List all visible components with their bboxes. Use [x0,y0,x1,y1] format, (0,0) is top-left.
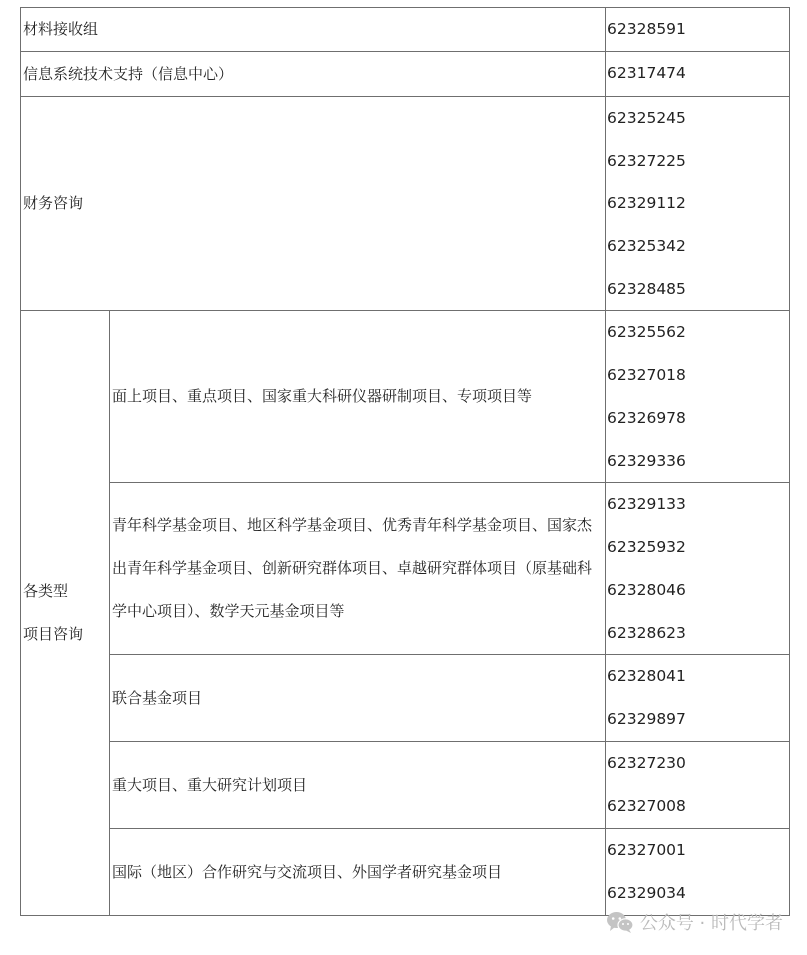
table-row-finance [21,97,790,311]
table-row-project-joint [21,655,790,742]
it-support-label: 信息系统技术支持（信息中心） [21,52,606,97]
it-support-phones [606,52,790,97]
project-type-label: 国际（地区）合作研究与交流项目、外国学者研究基金项目 [110,829,606,916]
project-type-label: 联合基金项目 [110,655,606,742]
phone-number: 62327008 [607,797,686,816]
finance-phones [606,97,790,311]
phone-number: 62329336 [607,451,686,470]
finance-label: 财务咨询 [21,97,606,311]
watermark-text: 公众号 · 时代学者 [639,913,783,934]
table-row-project-general [21,311,790,483]
phone-number: 62328485 [607,279,686,298]
project-type-label: 面上项目、重点项目、国家重大科研仪器研制项目、专项项目等 [110,311,606,483]
phone-number: 62329897 [607,710,686,729]
table-row-project-talent [21,483,790,655]
phone-number: 62329133 [607,495,686,514]
project-type-label [110,483,606,655]
table-row-project-international [21,829,790,916]
phone-number: 62327001 [607,841,686,860]
phone-number: 62327018 [607,366,686,385]
phone-number: 62326978 [607,408,686,427]
project-phones [606,483,790,655]
phone-number: 62329034 [607,884,686,903]
watermark [606,909,783,935]
phone-number: 62329112 [607,194,686,213]
phone-number: 62328046 [607,580,686,599]
project-phones [606,829,790,916]
table-row-it-support [21,52,790,97]
phone-number: 62327230 [607,754,686,773]
materials-phones [606,8,790,52]
table-row-project-major [21,742,790,829]
table-row-materials [21,8,790,52]
project-category-line2: 项目咨询 [23,625,84,644]
project-type-text: 青年科学基金项目、地区科学基金项目、优秀青年科学基金项目、国家杰出青年科学基金项目、创新研究群体项目、卓越研究群体项目（原基础科学中心项目）、数学天元基金项目等 [112,516,593,621]
phone-number: 62325932 [607,538,686,557]
phone-number: 62327225 [607,151,686,170]
project-type-label: 重大项目、重大研究计划项目 [110,742,606,829]
phone-number: 62328591 [607,20,686,38]
phone-number: 62325245 [607,109,686,127]
phone-number: 62317474 [607,64,686,82]
project-category-line1: 各类型 [23,582,69,601]
project-phones [606,311,790,483]
project-phones [606,742,790,829]
materials-label: 材料接收组 [21,8,606,52]
phone-number: 62325562 [607,323,686,342]
contact-table [20,7,790,916]
project-category-label [21,311,110,916]
wechat-icon [606,910,634,934]
phone-number: 62328041 [607,667,686,686]
phone-number: 62328623 [607,623,686,642]
project-phones [606,655,790,742]
phone-number: 62325342 [607,237,686,256]
